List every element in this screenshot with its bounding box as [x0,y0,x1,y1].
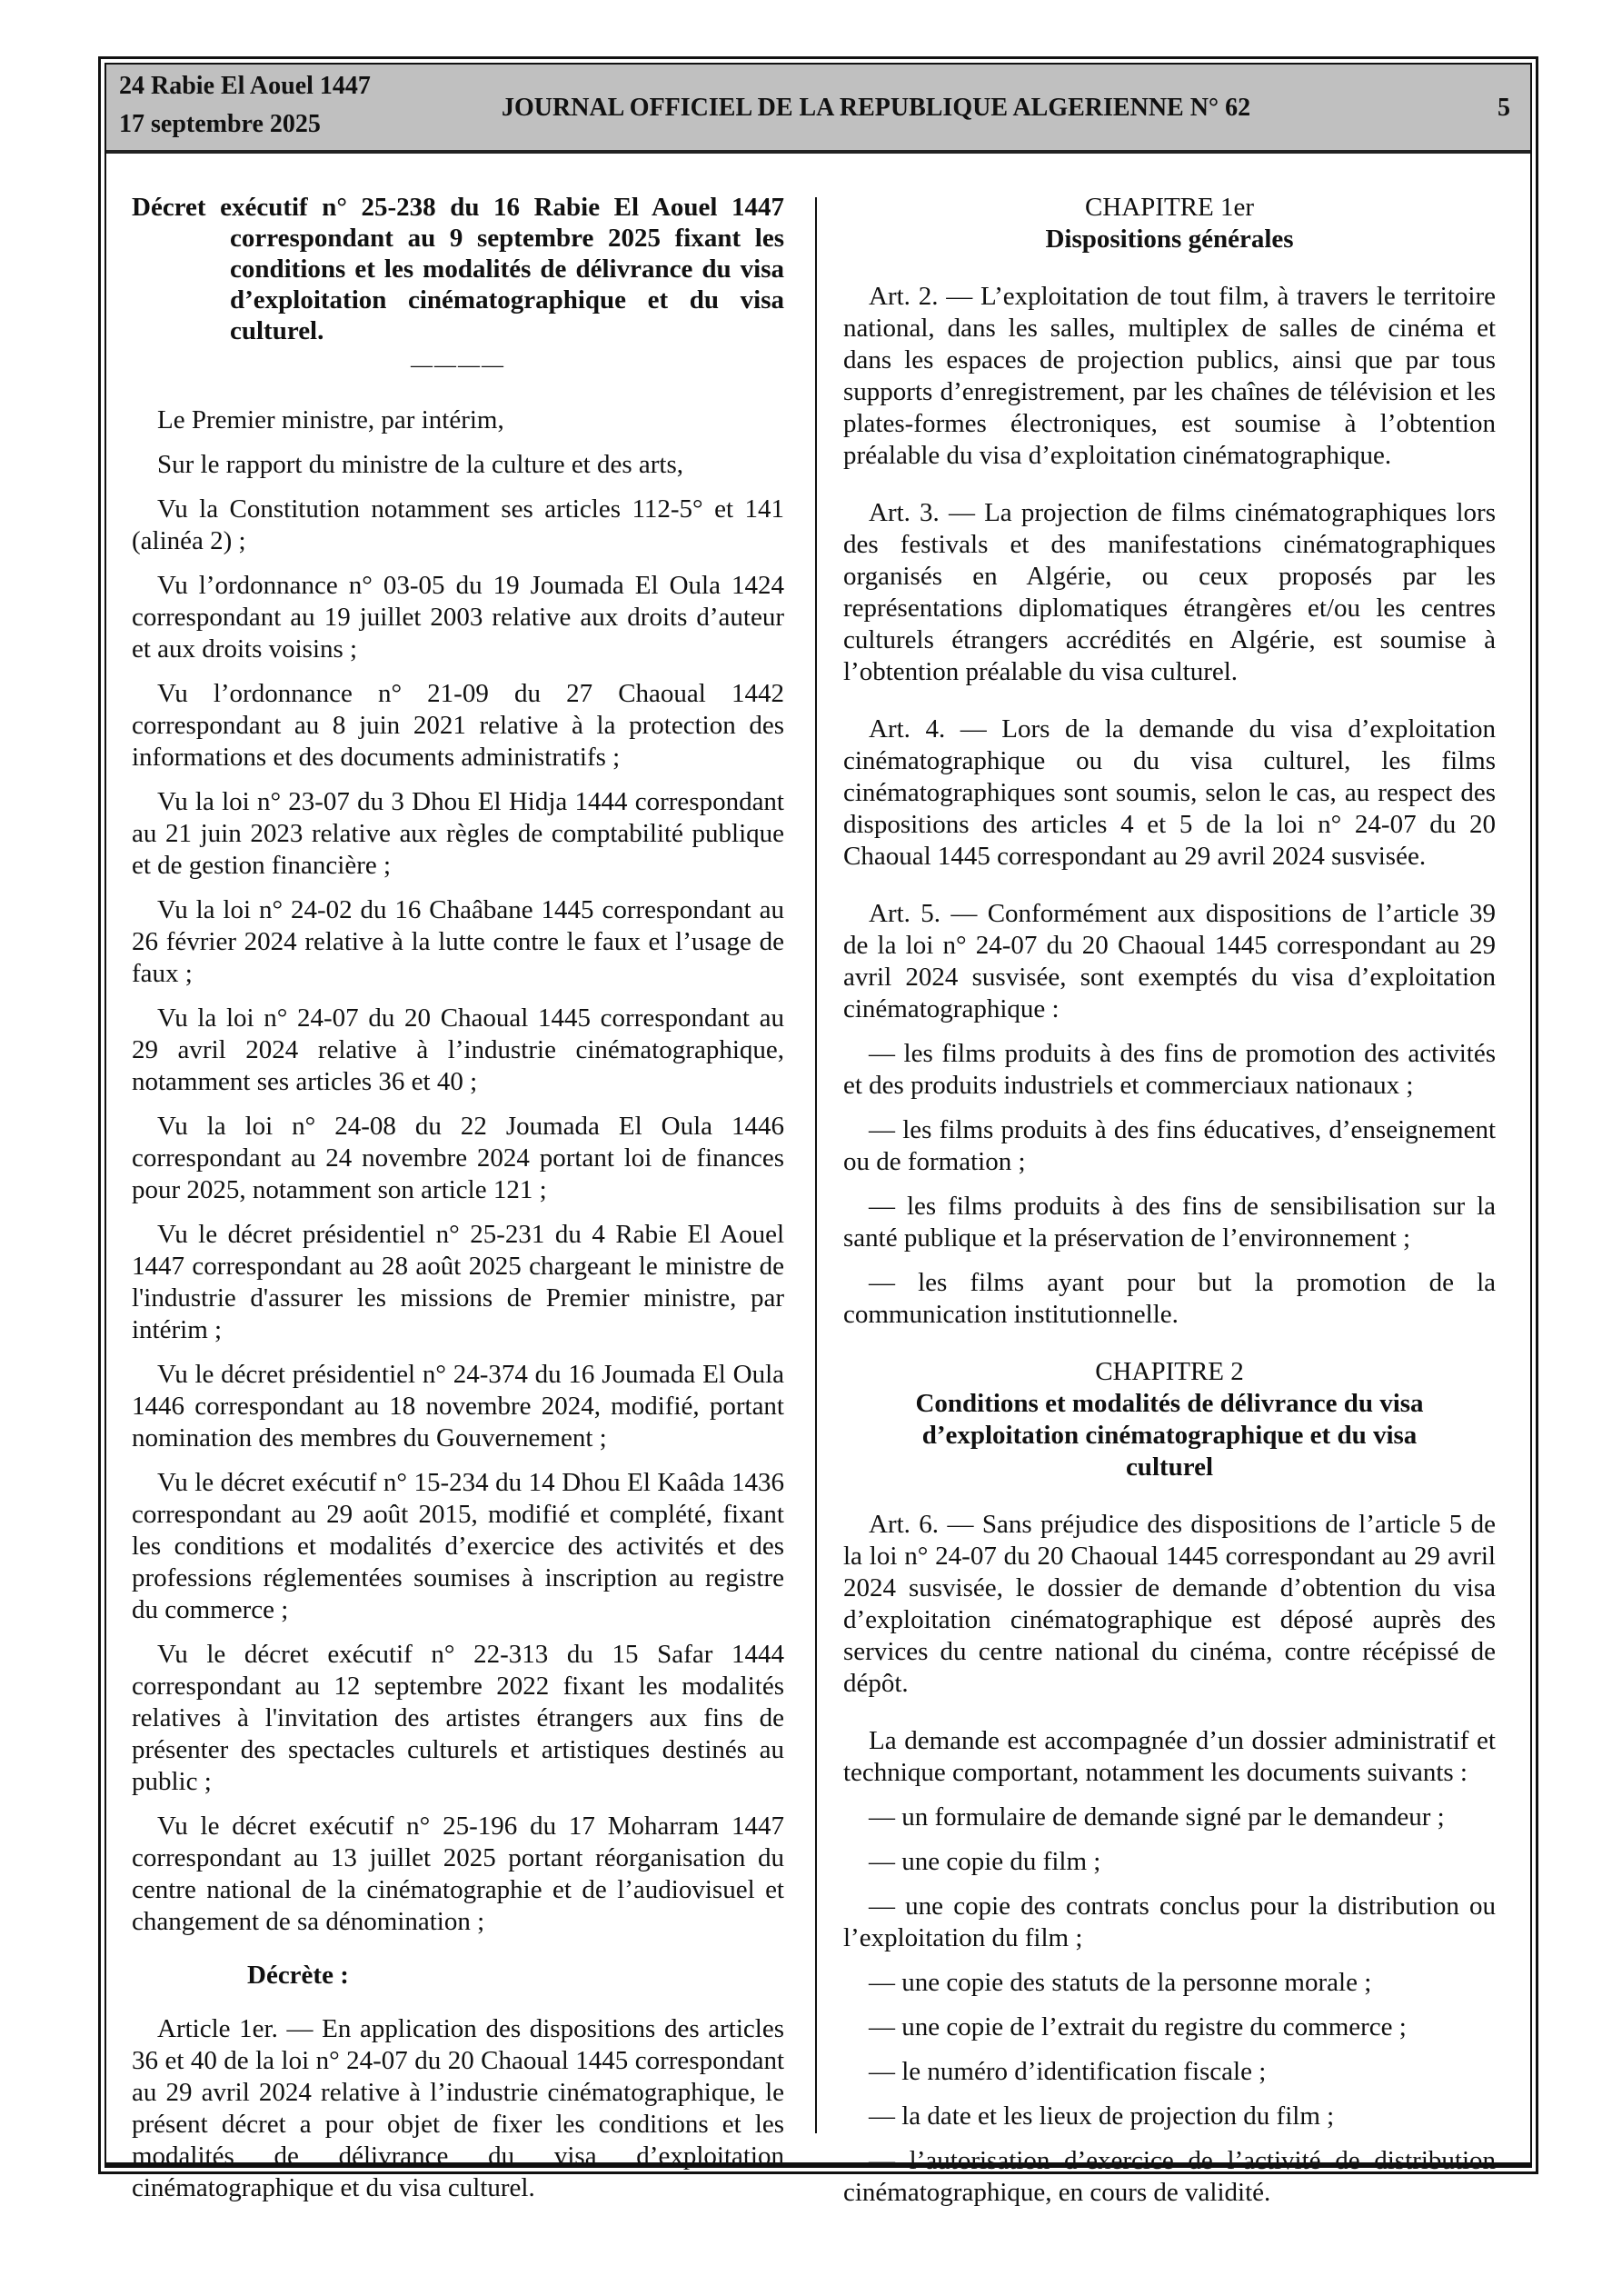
article-6-text: Art. 6. — Sans préjudice des dispositions de l’article 5 de la loi n° 24-07 du 20 Chaoual 1445 correspondant au 29 avril 2024 susvisée, le dossier de demande d’obtention du visa d’exploitation cinématographique est déposé auprès des services du centre national du cinéma, contre récépissé de dépôt. [843,1510,1496,1698]
article-6-item: — le numéro d’identification fiscale ; [869,2057,1267,2086]
chapter-2-label: CHAPITRE 2 [1095,1357,1244,1386]
article-6-item: — une copie des statuts de la personne morale ; [869,1968,1372,1997]
chapter-2-title: Conditions et modalités de délivrance du visa d’exploitation cinématographique et du visa culturel [915,1389,1424,1482]
chapter-1-title: Dispositions générales [1045,225,1294,254]
preamble-paragraph: Vu la loi n° 24-07 du 20 Chaoual 1445 correspondant au 29 avril 2024 relative à l’industrie cinématographique, notamment ses articles 36 et 40 ; [132,1003,784,1096]
preamble-paragraph: Vu la Constitution notamment ses articles 112-5° et 141 (alinéa 2) ; [132,494,784,555]
preamble-paragraph: Vu le décret présidentiel n° 24-374 du 16 Joumada El Oula 1446 correspondant au 18 novembre 2024, modifié, portant nomination des membres du Gouvernement ; [132,1360,784,1452]
article-6-item: — une copie de l’extrait du registre du commerce ; [869,2012,1407,2041]
article-4-text: Art. 4. — Lors de la demande du visa d’exploitation cinématographique ou du visa culturel, les films cinématographiques sont soumis, selon le cas, au respect des dispositions des articles 4 et 5 de la loi n° 24-07 du 20 Chaoual 1445 correspondant au 29 avril 2024 susvisée. [843,714,1496,871]
journal-title: JOURNAL OFFICIEL DE LA REPUBLIQUE ALGERIENNE N° 62 [502,94,1251,122]
page-number: 5 [1498,94,1510,122]
article-6-item: — la date et les lieux de projection du film ; [869,2101,1335,2131]
article-6-paragraph: La demande est accompagnée d’un dossier administratif et technique comportant, notamment les documents suivants : [843,1726,1496,1787]
preamble-paragraph: Vu le décret exécutif n° 25-196 du 17 Moharram 1447 correspondant au 13 juillet 2025 portant réorganisation du centre national de la cinématographie et de l’audiovisuel et changement de sa dénomination ; [132,1812,784,1936]
article-6-item: — un formulaire de demande signé par le demandeur ; [869,1802,1445,1832]
article-6-item: — l’autorisation d’exercice de l’activité de distribution cinématographique, en cours de validité. [843,2146,1496,2207]
article-3-text: Art. 3. — La projection de films cinématographiques lors des festivals et des manifestations cinématographiques organisés en Algérie, ou ceux proposés par les représentations diplomatiques étrangères et/ou les centres culturels étrangers accrédités en Algérie, est soumise à l’obtention préalable du visa culturel. [843,498,1496,686]
left-column [132,192,784,2217]
preamble-paragraph: Vu l’ordonnance n° 03-05 du 19 Joumada El Oula 1424 correspondant au 19 juillet 2003 relative aux droits d’auteur et aux droits voisins ; [132,571,784,664]
article-6-item: — une copie des contrats conclus pour la distribution ou l’exploitation du film ; [843,1892,1496,1952]
article-2-text: Art. 2. — L’exploitation de tout film, à travers le territoire national, dans les salles, multiplex de salles de cinéma et dans les espaces de projection publics, ainsi que par tous supports d’enregistrement, par les chaînes de télévision et les plates-formes électroniques, est soumise à l’obtention préalable du visa d’exploitation cinématographique. [843,282,1496,470]
preamble-paragraph: Vu le décret exécutif n° 22-313 du 15 Safar 1444 correspondant au 12 septembre 2022 fixant les modalités relatives à l'invitation des artistes étrangers aux fins de présenter des spectacles culturels et artistiques destinés au public ; [132,1640,784,1796]
preamble-paragraph: Sur le rapport du ministre de la culture et des arts, [157,450,684,479]
preamble-paragraph: Vu la loi n° 24-02 du 16 Chaâbane 1445 correspondant au 26 février 2024 relative à la lutte contre le faux et l’usage de faux ; [132,895,784,988]
article-5-item: — les films produits à des fins éducatives, d’enseignement ou de formation ; [843,1115,1496,1176]
preamble-paragraph: Vu le décret exécutif n° 15-234 du 14 Dhou El Kaâda 1436 correspondant au 29 août 2015, modifié et complété, fixant les conditions et modalités d’exercice des activités et des professions réglementées soumises à inscription au registre du commerce ; [132,1468,784,1624]
article-5-item: — les films ayant pour but la promotion de la communication institutionnelle. [843,1268,1496,1329]
preamble-paragraph: Vu la loi n° 23-07 du 3 Dhou El Hidja 1444 correspondant au 21 juin 2023 relative aux règles de comptabilité publique et de gestion financière ; [132,787,784,880]
right-column [843,192,1496,2221]
article-5-text: Art. 5. — Conformément aux dispositions de l’article 39 de la loi n° 24-07 du 20 Chaoual 1445 correspondant au 29 avril 2024 susvisée, sont exemptés du visa d’exploitation cinématographique : [843,899,1496,1023]
header-date-hijri: 24 Rabie El Aouel 1447 [119,72,371,100]
page-header [106,65,1530,154]
title-separator: ———— [411,354,505,377]
preamble-paragraph: Vu l’ordonnance n° 21-09 du 27 Chaoual 1442 correspondant au 8 juin 2021 relative à la protection des informations et des documents administratifs ; [132,679,784,772]
column-divider [815,197,817,2133]
header-date-gregorian: 17 septembre 2025 [119,110,321,138]
decrete-heading: Décrète : [247,1961,349,1990]
chapter-1-label: CHAPITRE 1er [1084,193,1255,222]
article-5-item: — les films produits à des fins de sensibilisation sur la santé publique et la préservation de l’environnement ; [843,1192,1496,1253]
preamble-paragraph: Vu la loi n° 24-08 du 22 Joumada El Oula 1446 correspondant au 24 novembre 2024 portant loi de finances pour 2025, notamment son article 121 ; [132,1112,784,1204]
preamble-paragraph: Vu le décret présidentiel n° 25-231 du 4 Rabie El Aouel 1447 correspondant au 28 août 2025 chargeant le ministre de l'industrie d'assurer les missions de Premier ministre, par intérim ; [132,1220,784,1344]
article-6-item: — une copie du film ; [869,1847,1101,1876]
preamble-paragraph: Le Premier ministre, par intérim, [157,405,504,434]
decree-title: Décret exécutif n° 25-238 du 16 Rabie El Aouel 1447 correspondant au 9 septembre 2025 fixant les conditions et les modalités de délivrance du visa d’exploitation cinématographique et du visa culturel. [132,193,784,345]
article-1-text: Article 1er. — En application des dispositions des articles 36 et 40 de la loi n° 24-07 du 20 Chaoual 1445 correspondant au 29 avril 2024 relative à l’industrie cinématographique, le présent décret a pour objet de fixer les conditions et les modalités de délivrance du visa d’exploitation cinématographique et du visa culturel. [132,2014,784,2202]
article-5-item: — les films produits à des fins de promotion des activités et des produits industriels et commerciaux nationaux ; [843,1039,1496,1100]
